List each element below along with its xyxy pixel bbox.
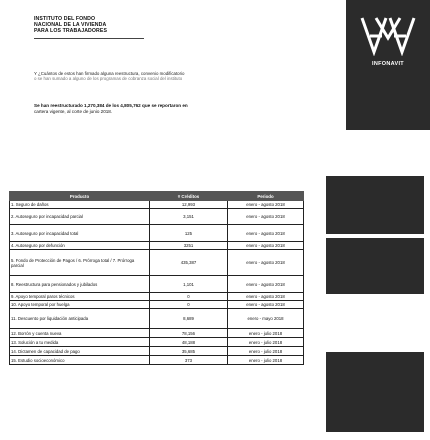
credits-cell: 435,387 [150, 250, 228, 276]
summary-text [34, 103, 314, 115]
table-row [10, 293, 304, 301]
credits-cell: 3,151 [150, 209, 228, 225]
summary-bold: Se han reestructurado 1,270,384 de los 4,805,762 que se reportaron en [34, 103, 188, 108]
product-cell: 14. Dictamen de capacidad de pago [10, 347, 150, 356]
product-cell: 13. Solución a tu medida [10, 338, 150, 347]
period-cell: enero - julio 2018 [228, 347, 304, 356]
question-line: o se han sumado a alguno de los programas de cobranza social del instituto [34, 76, 183, 82]
question-text [34, 71, 314, 82]
side-panel-middle [326, 238, 424, 294]
product-cell: 11. Descuento por liquidación anticipada [10, 309, 150, 329]
credits-cell: 78,156 [150, 329, 228, 338]
product-cell: 9. Apoyo temporal paros técnicos [10, 293, 150, 301]
period-cell: enero - julio 2018 [228, 338, 304, 347]
product-cell: 5. Fondo de Protección de Pagos / 6. Prórroga total / 7. Prórroga parcial [10, 250, 150, 276]
header-divider [34, 38, 144, 39]
credits-cell: 125 [150, 225, 228, 242]
table-row [10, 209, 304, 225]
credits-cell: 8,689 [150, 309, 228, 329]
product-cell: 2. Autoseguro por incapacidad parcial [10, 209, 150, 225]
credits-cell: 1,101 [150, 276, 228, 293]
credits-cell: 0 [150, 293, 228, 301]
period-cell: enero - agosto 2018 [228, 201, 304, 209]
table-row [10, 225, 304, 242]
table-row [10, 338, 304, 347]
period-cell: enero - agosto 2018 [228, 250, 304, 276]
column-header-product: Producto [10, 192, 150, 201]
brand-panel [346, 0, 430, 130]
side-panel-top [326, 176, 424, 234]
product-cell: 10. Apoyo temporal por huelga [10, 301, 150, 309]
product-cell: 8. Reestructura para pensionados y jubilados [10, 276, 150, 293]
product-cell: 12. Borrón y cuenta nueva [10, 329, 150, 338]
credits-cell: 0 [150, 301, 228, 309]
table-row [10, 347, 304, 356]
table-row [10, 309, 304, 329]
column-header-period: Periodo [228, 192, 304, 201]
institution-title [34, 16, 107, 35]
period-cell: enero - agosto 2018 [228, 293, 304, 301]
period-cell: enero - agosto 2018 [228, 242, 304, 250]
period-cell: enero - agosto 2018 [228, 209, 304, 225]
credits-cell: 35,685 [150, 347, 228, 356]
period-cell: enero - julio 2018 [228, 329, 304, 338]
credits-cell: 12,993 [150, 201, 228, 209]
product-cell: 1. Seguro de daños [10, 201, 150, 209]
table-row [10, 301, 304, 309]
period-cell: enero - julio 2018 [228, 356, 304, 365]
title-line: NACIONAL DE LA VIVIENDA [34, 22, 107, 29]
infonavit-logo-icon [360, 14, 416, 56]
credits-cell: 3251 [150, 242, 228, 250]
column-header-credits: # Créditos [150, 192, 228, 201]
period-cell: enero - agosto 2018 [228, 225, 304, 242]
table-header-row [10, 192, 304, 201]
table-row [10, 329, 304, 338]
brand-name: INFONAVIT [372, 61, 404, 67]
summary-rest: cartera vigente, al corte de junio 2018. [34, 108, 113, 114]
table-row [10, 242, 304, 250]
side-panel-bottom [326, 352, 424, 432]
product-cell: 4. Autoseguro por defunción [10, 242, 150, 250]
product-cell: 15. Estudio socioeconómico [10, 356, 150, 365]
product-cell: 3. Autoseguro por incapacidad total [10, 225, 150, 242]
table-row [10, 356, 304, 365]
credits-cell: 48,188 [150, 338, 228, 347]
table-row [10, 201, 304, 209]
credits-table [9, 191, 304, 365]
period-cell: enero - agosto 2018 [228, 276, 304, 293]
table-row [10, 276, 304, 293]
period-cell: enero - agosto 2018 [228, 301, 304, 309]
question-line: Y ¿Cuántos de estos han firmado alguna reestructura, convenio modificatorio [34, 71, 185, 76]
credits-cell: 373 [150, 356, 228, 365]
table-row [10, 250, 304, 276]
title-line: INSTITUTO DEL FONDO [34, 16, 96, 22]
period-cell: enero - mayo 2018 [228, 309, 304, 329]
title-line: PARA LOS TRABAJADORES [34, 28, 107, 35]
